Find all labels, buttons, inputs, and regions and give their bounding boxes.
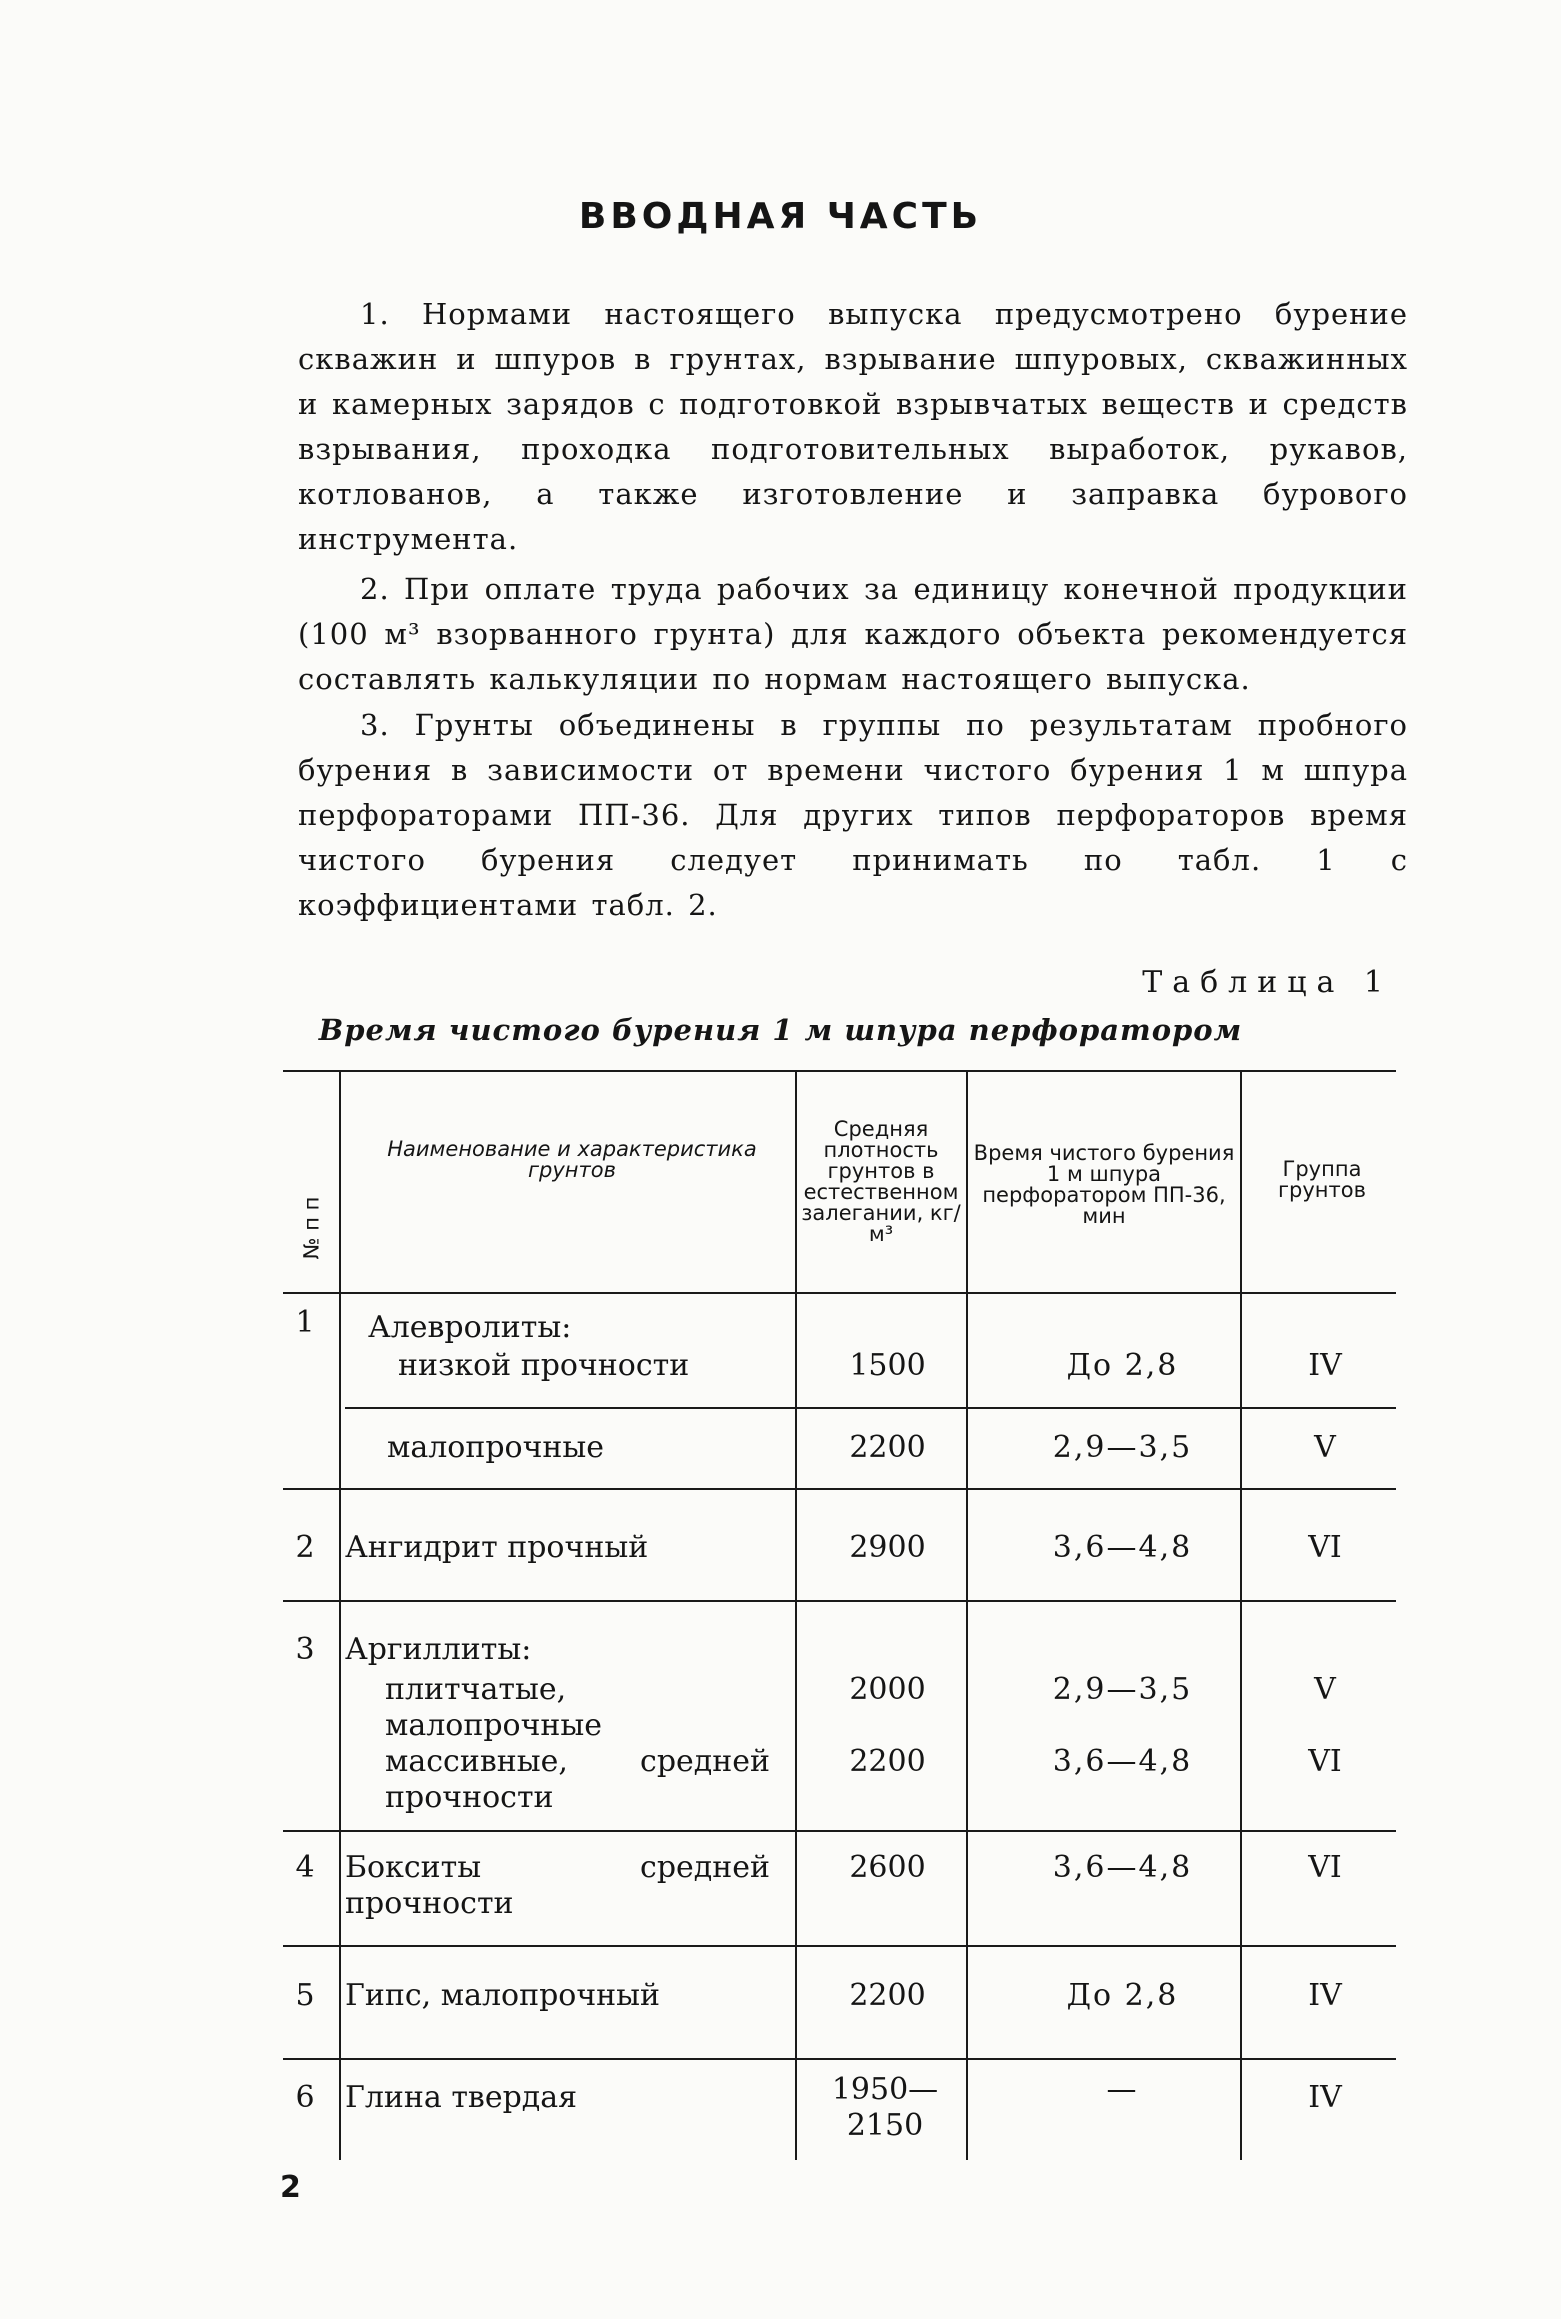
row-density: 2200 xyxy=(849,1744,926,1779)
row-name: плитчатые, малопрочные xyxy=(385,1672,603,1743)
page-heading: ВВОДНАЯ ЧАСТЬ xyxy=(578,196,983,237)
row-name: Гипс, малопрочный xyxy=(345,1978,661,2013)
row-time: До 2,8 xyxy=(1066,1348,1179,1383)
row-group: V xyxy=(1314,1672,1336,1707)
row-name: Глина твердая xyxy=(345,2080,578,2115)
row-time: — xyxy=(1106,2072,1139,2107)
row-density: 2900 xyxy=(849,1530,926,1565)
row-group: IV xyxy=(1308,1348,1342,1383)
header-bottom-rule xyxy=(283,1292,1396,1294)
row-num: 1 xyxy=(295,1305,315,1340)
row-num: 3 xyxy=(295,1632,315,1667)
row-name: Аргиллиты: xyxy=(345,1632,532,1667)
row-name: Ангидрит прочный xyxy=(345,1530,649,1565)
row-divider xyxy=(283,1600,1396,1602)
row-group: V xyxy=(1314,1430,1336,1465)
row-density: 2600 xyxy=(849,1850,926,1885)
row-name: Алевролиты: xyxy=(368,1310,572,1345)
row-time: 3,6—4,8 xyxy=(1052,1530,1193,1565)
row-divider xyxy=(283,2058,1396,2060)
page-number: 2 xyxy=(280,2170,301,2205)
row-group: IV xyxy=(1308,1978,1342,2013)
row-time: До 2,8 xyxy=(1066,1978,1179,2013)
row-divider xyxy=(283,1830,1396,1832)
row-time: 2,9—3,5 xyxy=(1052,1672,1193,1707)
row-name: массивные, средней прочности xyxy=(385,1744,770,1815)
row-group: VI xyxy=(1308,1850,1342,1885)
row-divider xyxy=(283,1945,1396,1947)
row-divider xyxy=(345,1407,1396,1409)
paragraph-1: 1. Нормами настоящего выпуска предусмотрено бурение скважин и шпуров в грунтах, взрывание шпуровых, скважинных и камерных зарядов с подготовкой взрывчатых веществ и средств взрывания, проходка подготовительных выработок, рукавов, котлованов, а также изготовление и заправка бурового инструмента. xyxy=(298,297,1408,556)
row-num: 2 xyxy=(295,1530,315,1565)
table-title: Время чистого бурения 1 м шпура перфоратором xyxy=(318,1013,1243,1047)
row-num: 5 xyxy=(295,1978,315,2013)
table-caption: Таблица 1 xyxy=(1142,965,1393,1000)
row-density: 1950—2150 xyxy=(831,2072,939,2143)
row-group: VI xyxy=(1308,1744,1342,1779)
column-rule xyxy=(339,1070,341,2160)
row-density: 2200 xyxy=(849,1978,926,2013)
row-time: 3,6—4,8 xyxy=(1052,1850,1193,1885)
header-time: Время чистого бурения 1 м шпура перфоратором ПП-36, мин xyxy=(973,1141,1235,1228)
row-time: 3,6—4,8 xyxy=(1052,1744,1193,1779)
header-density: Средняя плотность грунтов в естественном залегании, кг/м³ xyxy=(801,1117,961,1246)
row-name: малопрочные xyxy=(387,1430,605,1465)
row-density: 1500 xyxy=(849,1348,926,1383)
row-name: низкой прочности xyxy=(398,1348,690,1383)
row-time: 2,9—3,5 xyxy=(1052,1430,1193,1465)
header-group: Группа грунтов xyxy=(1278,1157,1366,1202)
row-divider xyxy=(283,1488,1396,1490)
row-num: 4 xyxy=(295,1850,315,1885)
row-density: 2000 xyxy=(849,1672,926,1707)
row-num: 6 xyxy=(295,2080,315,2115)
header-name: Наименование и характеристика грунтов xyxy=(387,1137,757,1182)
paragraph-2: 2. При оплате труда рабочих за единицу конечной продукции (100 м³ взорванного грунта) для каждого объекта рекомендуется составлять калькуляции по нормам настоящего выпуска. xyxy=(298,572,1408,696)
row-group: VI xyxy=(1308,1530,1342,1565)
row-group: IV xyxy=(1308,2080,1342,2115)
table-top-rule xyxy=(283,1070,1396,1072)
header-num: № п п xyxy=(299,1196,323,1260)
row-name: Бокситы средней прочности xyxy=(345,1850,770,1921)
row-density: 2200 xyxy=(849,1430,926,1465)
paragraph-3: 3. Грунты объединены в группы по результатам пробного бурения в зависимости от времени чистого бурения 1 м шпура перфораторами ПП-36. Для других типов перфораторов время чистого бурения следует принимать по табл. 1 с коэффициентами табл. 2. xyxy=(298,708,1408,922)
